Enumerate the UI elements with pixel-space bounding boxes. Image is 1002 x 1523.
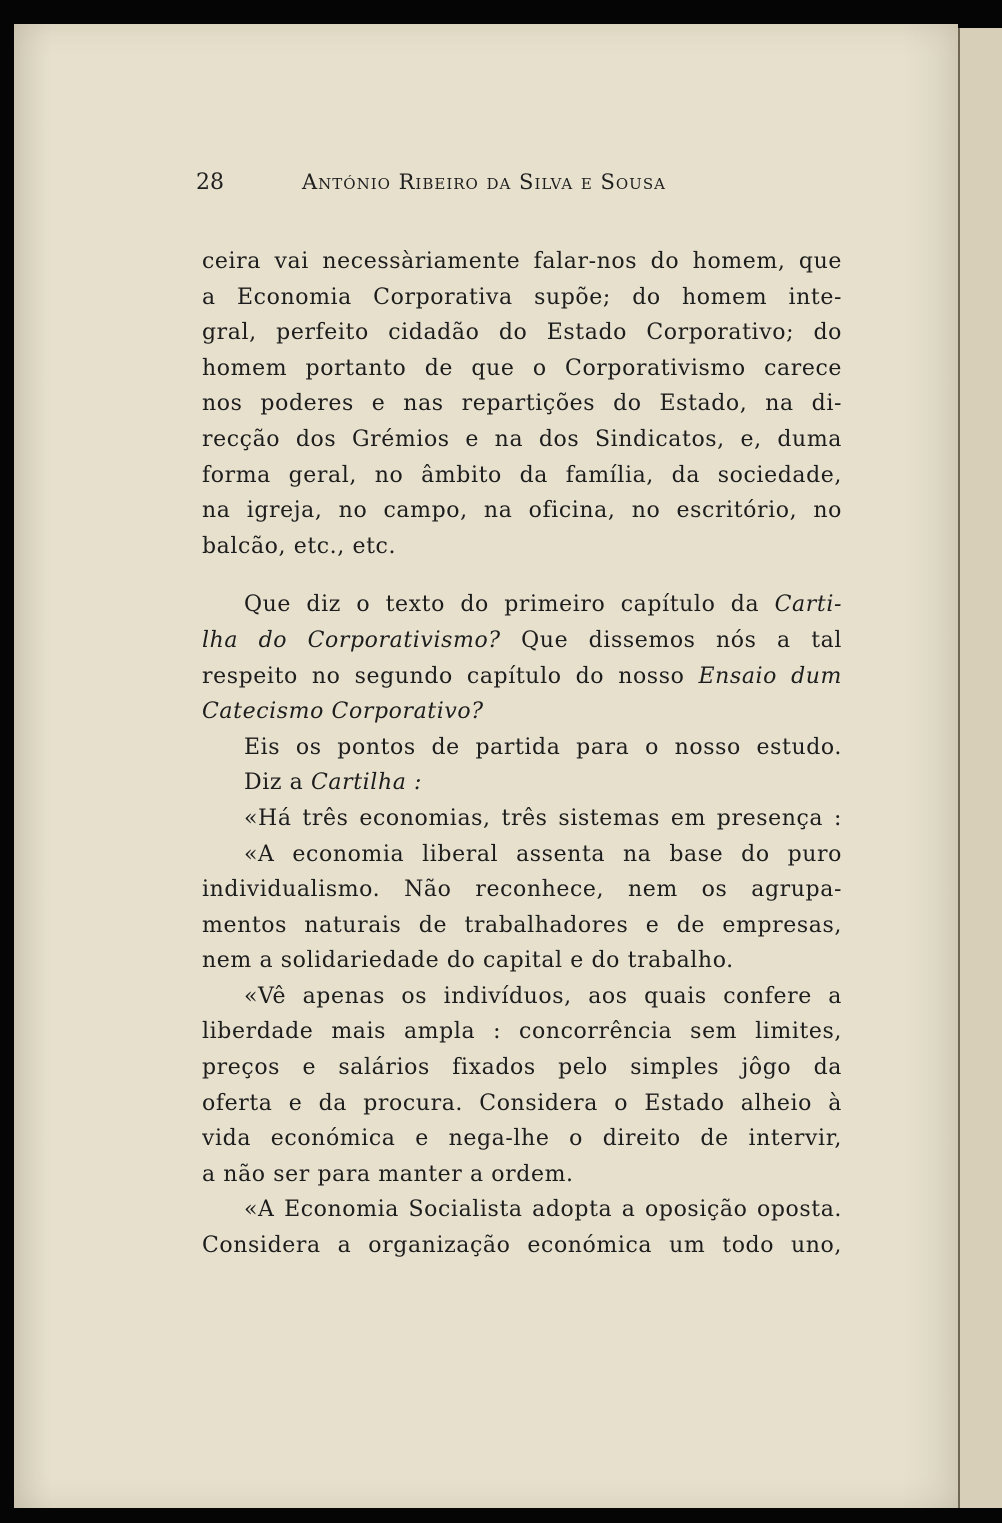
paragraph-liberal-economy xyxy=(202,837,842,979)
text-line xyxy=(202,694,842,730)
text-line xyxy=(202,587,842,623)
paragraph-individuals xyxy=(202,979,842,1193)
text-line: oferta e da procura. Considera o Estado alheio à xyxy=(202,1090,842,1116)
text-line: «A Economia Socialista adopta a oposição oposta. xyxy=(244,1197,842,1223)
text-line: individualismo. Não reconhece, nem os agrupa- xyxy=(202,877,842,903)
text-line: «Vê apenas os indivíduos, aos quais confere a xyxy=(244,983,842,1009)
running-header xyxy=(196,170,846,200)
italic-title: Carti- xyxy=(774,592,842,618)
text-run: Diz a xyxy=(244,770,311,796)
text-line: gral, perfeito cidadão do Estado Corporativo; do xyxy=(202,320,842,346)
paragraph-says-cartilha xyxy=(202,765,842,801)
text-line: a não ser para manter a ordem. xyxy=(202,1161,574,1187)
paragraph-three-economies: «Há três economias, três sistemas em presença : xyxy=(244,805,842,831)
text-line: ceira vai necessàriamente falar-nos do homem, que xyxy=(202,249,842,274)
text-line: preços e salários fixados pelo simples jôgo da xyxy=(202,1055,842,1081)
text-run: Que diz o texto do primeiro capítulo da xyxy=(244,592,775,618)
text-line: mentos naturais de trabalhadores e de empresas, xyxy=(202,912,842,938)
text-line: a Economia Corporativa supõe; do homem inte- xyxy=(202,284,842,310)
text-line: nem a solidariedade do capital e do trabalho. xyxy=(202,948,734,974)
text-line xyxy=(202,659,842,695)
text-line: balcão, etc., etc. xyxy=(202,533,397,559)
text-line: vida económica e nega-lhe o direito de intervir, xyxy=(202,1126,842,1152)
text-line: nos poderes e nas repartições do Estado, na di- xyxy=(202,391,842,417)
body-text xyxy=(202,244,842,1264)
adjacent-page-edge xyxy=(958,28,1002,1508)
text-line: recção dos Grémios e na dos Sindicatos, e, duma xyxy=(202,426,842,452)
paragraph-continuation xyxy=(202,244,842,564)
text-run: respeito no segundo capítulo do nosso xyxy=(202,663,699,689)
text-line: forma geral, no âmbito da família, da sociedade, xyxy=(202,462,842,488)
paragraph-socialist-economy xyxy=(202,1192,842,1263)
text-line: «A economia liberal assenta na base do puro xyxy=(244,841,842,867)
italic-title: Catecismo Corporativo? xyxy=(202,699,484,725)
paragraph-starting-points: Eis os pontos de partida para o nosso estudo. xyxy=(244,734,842,760)
paragraph-gap xyxy=(202,564,842,587)
italic-title: Ensaio dum xyxy=(698,663,842,689)
text-run: Que dissemos nós a tal xyxy=(500,627,842,653)
text-line xyxy=(202,623,842,659)
text-line: homem portanto de que o Corporativismo carece xyxy=(202,355,842,381)
text-line: liberdade mais ampla : concorrência sem limites, xyxy=(202,1019,842,1045)
text-line: Considera a organização económica um todo uno, xyxy=(202,1233,842,1259)
text-line: na igreja, no campo, na oficina, no escritório, no xyxy=(202,498,842,524)
running-head-author: António Ribeiro da Silva e Sousa xyxy=(302,170,666,194)
italic-title: lha do Corporativismo? xyxy=(202,627,501,653)
paragraph-question xyxy=(202,587,842,729)
page-number: 28 xyxy=(196,170,224,195)
italic-title: Cartilha : xyxy=(310,770,423,796)
